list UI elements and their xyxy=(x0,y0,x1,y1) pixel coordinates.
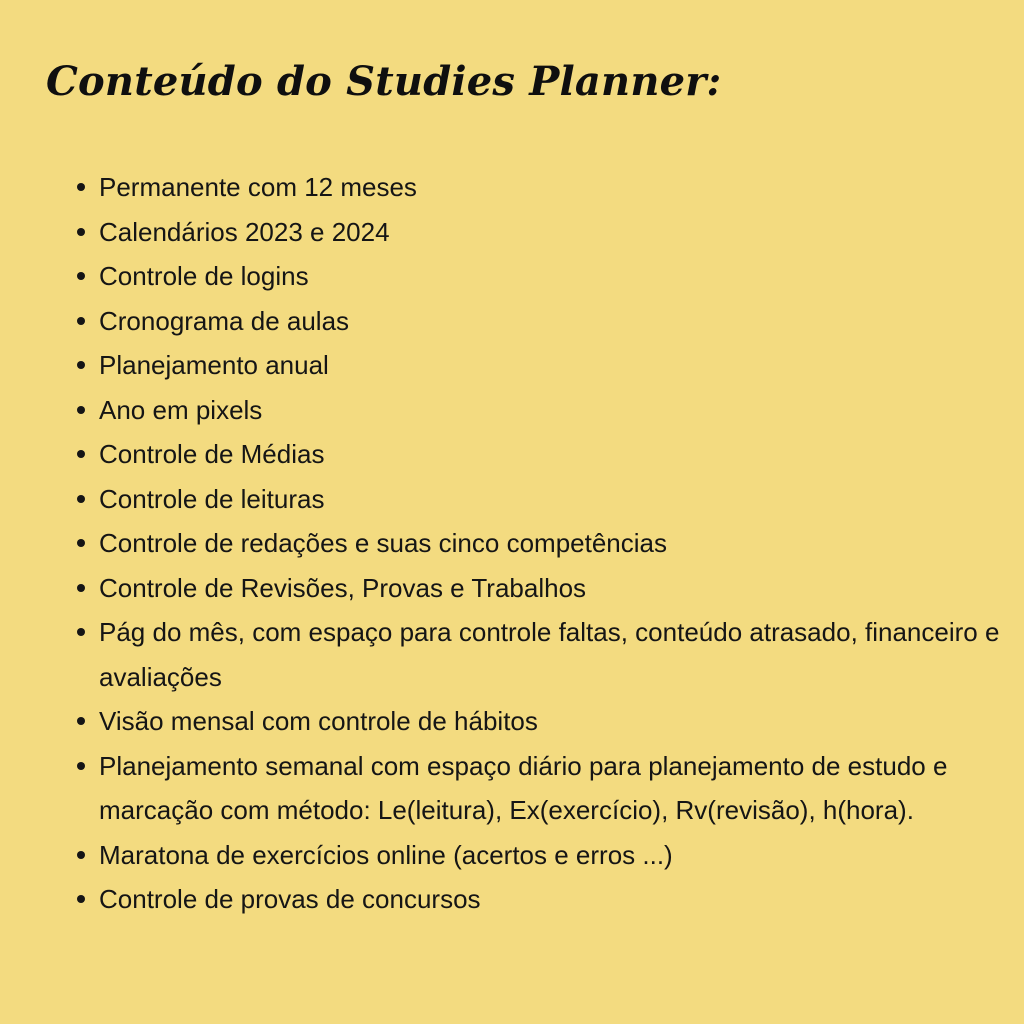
bullet-icon xyxy=(77,361,85,369)
bullet-icon xyxy=(77,539,85,547)
feature-label: Planejamento semanal com espaço diário para planejamento de estudo e marcação com método: Le(leitura), Ex(exercício), Rv(revisão), h(hora). xyxy=(99,750,948,825)
bullet-icon xyxy=(77,851,85,859)
feature-label: Controle de redações e suas cinco competências xyxy=(99,528,667,558)
bullet-icon xyxy=(77,495,85,503)
feature-item-annual-planning xyxy=(72,343,1002,388)
feature-label: Maratona de exercícios online (acertos e erros ...) xyxy=(99,839,673,870)
feature-label: Controle de leituras xyxy=(99,483,325,514)
feature-item-calendars xyxy=(72,210,1002,255)
feature-label: Calendários 2023 e 2024 xyxy=(99,216,390,247)
feature-label: Ano em pixels xyxy=(99,394,263,425)
bullet-icon xyxy=(77,717,85,725)
feature-item-grades xyxy=(72,432,1002,477)
bullet-icon xyxy=(77,272,85,280)
feature-item-year-in-pixels xyxy=(72,388,1002,433)
feature-item-reviews-tests xyxy=(72,566,1002,611)
feature-label: Controle de Revisões, Provas e Trabalhos xyxy=(99,572,587,603)
bullet-icon xyxy=(77,450,85,458)
feature-item-monthly-habits xyxy=(72,699,1002,744)
feature-label: Cronograma de aulas xyxy=(99,305,350,336)
feature-label: Pág do mês, com espaço para controle faltas, conteúdo atrasado, financeiro e avaliações xyxy=(99,617,1000,692)
feature-item-online-exercises xyxy=(72,833,1002,878)
feature-label: Controle de Médias xyxy=(99,439,325,469)
feature-item-12-months xyxy=(72,165,1002,210)
feature-label: Permanente com 12 meses xyxy=(99,172,417,202)
bullet-icon xyxy=(77,317,85,325)
feature-item-logins xyxy=(72,254,1002,299)
feature-item-weekly-planning xyxy=(72,744,1002,833)
bullet-icon xyxy=(77,584,85,592)
feature-label: Planejamento anual xyxy=(99,350,329,380)
bullet-icon xyxy=(77,183,85,191)
bullet-icon xyxy=(77,628,85,636)
feature-label: Controle de logins xyxy=(99,261,309,291)
bullet-icon xyxy=(77,762,85,770)
planner-features-list xyxy=(72,165,1002,922)
feature-item-class-schedule xyxy=(72,299,1002,344)
feature-label: Visão mensal com controle de hábitos xyxy=(99,706,538,736)
feature-item-month-page xyxy=(72,610,1002,699)
feature-item-reading xyxy=(72,477,1002,522)
bullet-icon xyxy=(77,228,85,236)
feature-item-contest-tests xyxy=(72,877,1002,922)
feature-item-essays xyxy=(72,521,1002,566)
bullet-icon xyxy=(77,895,85,903)
page-title: Conteúdo do Studies Planner: xyxy=(46,58,722,105)
feature-label: Controle de provas de concursos xyxy=(99,884,481,914)
bullet-icon xyxy=(77,406,85,414)
